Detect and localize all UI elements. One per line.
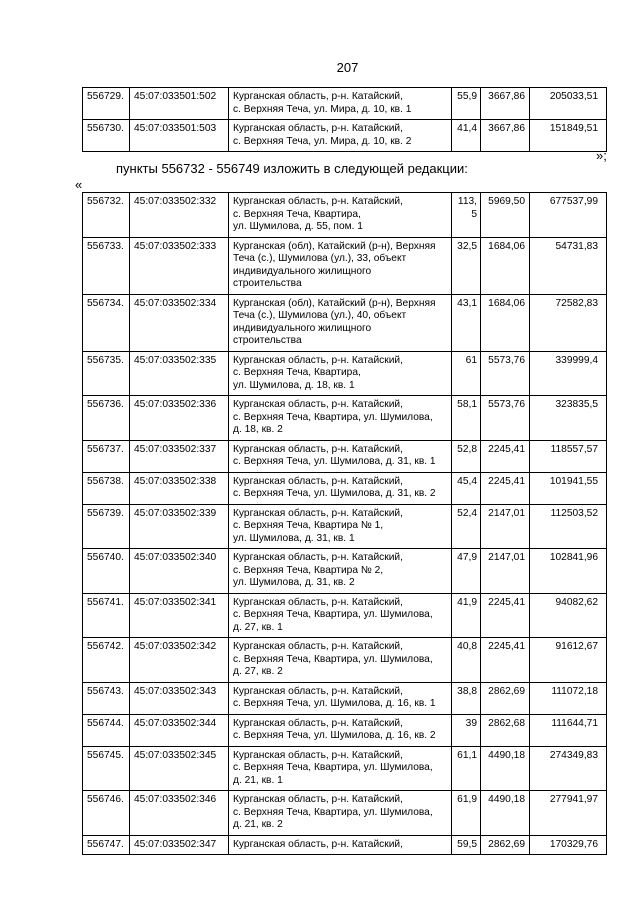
rate-cell: 2147,01 bbox=[481, 504, 530, 549]
address-line: д. 27, кв. 1 bbox=[233, 621, 283, 633]
table-row bbox=[83, 120, 607, 152]
area-cell: 58,1 bbox=[452, 396, 481, 441]
address-line: с. Верхняя Теча, Квартира № 2, bbox=[233, 564, 384, 576]
address-line: с. Верхняя Теча, Квартира, ул. Шумилова, bbox=[233, 653, 433, 665]
rate-cell: 4490,18 bbox=[481, 791, 530, 836]
address-line: д. 21, кв. 1 bbox=[233, 774, 283, 786]
address-cell bbox=[229, 682, 452, 714]
area-cell: 52,8 bbox=[452, 440, 481, 472]
area-cell: 55,9 bbox=[452, 88, 481, 120]
closing-quote-mark: »; bbox=[596, 148, 607, 163]
address-line: с. Верхняя Теча, Квартира, ул. Шумилова, bbox=[233, 762, 433, 773]
cadastral-number-cell: 45:07:033502:335 bbox=[130, 351, 229, 396]
address-cell bbox=[229, 549, 452, 594]
table-row bbox=[83, 396, 607, 441]
area-cell: 113, 5 bbox=[452, 193, 481, 238]
area-cell: 47,9 bbox=[452, 549, 481, 594]
address-line: д. 18, кв. 2 bbox=[233, 424, 283, 435]
record-number-cell: 556732. bbox=[83, 193, 130, 238]
cadastral-value-cell: 101941,55 bbox=[530, 472, 607, 504]
property-table-main bbox=[82, 192, 607, 855]
address-line: с. Верхняя Теча, ул. Мира, д. 10, кв. 1 bbox=[233, 103, 412, 115]
cadastral-number-cell: 45:07:033501:502 bbox=[130, 88, 229, 120]
page-number: 207 bbox=[336, 60, 359, 75]
rate-cell: 2245,41 bbox=[481, 638, 530, 683]
cadastral-value-cell: 151849,51 bbox=[530, 120, 607, 152]
area-cell: 59,5 bbox=[452, 835, 481, 855]
cadastral-number-cell: 45:07:033502:346 bbox=[130, 791, 229, 836]
address-line: Курганская область, р-н. Катайский, bbox=[233, 123, 403, 134]
rate-cell: 5969,50 bbox=[481, 193, 530, 238]
record-number-cell: 556729. bbox=[83, 88, 130, 120]
address-line: Курганская область, р-н. Катайский, bbox=[233, 399, 403, 410]
address-line: ул. Шумилова, д. 18, кв. 1 bbox=[233, 379, 355, 391]
cadastral-number-cell: 45:07:033502:336 bbox=[130, 396, 229, 441]
address-cell bbox=[229, 714, 452, 746]
address-cell bbox=[229, 294, 452, 351]
area-cell: 61,9 bbox=[452, 791, 481, 836]
table-row bbox=[83, 472, 607, 504]
cadastral-number-cell: 45:07:033501:503 bbox=[130, 120, 229, 152]
record-number-cell: 556740. bbox=[83, 549, 130, 594]
cadastral-number-cell: 45:07:033502:341 bbox=[130, 593, 229, 638]
address-line: строительства bbox=[233, 278, 302, 289]
address-line: Курганская (обл), Катайский (р-н), Верхняя bbox=[233, 297, 436, 309]
address-line: Курганская область, р-н. Катайский, bbox=[233, 749, 403, 761]
address-cell bbox=[229, 88, 452, 120]
record-number-cell: 556747. bbox=[83, 835, 130, 855]
cadastral-value-cell: 277941,97 bbox=[530, 791, 607, 836]
address-cell bbox=[229, 791, 452, 836]
address-line: Курганская область, р-н. Катайский, bbox=[233, 507, 403, 519]
cadastral-number-cell: 45:07:033502:334 bbox=[130, 294, 229, 351]
area-cell: 52,4 bbox=[452, 504, 481, 549]
address-line: Курганская область, р-н. Катайский, bbox=[233, 794, 403, 805]
rate-cell: 2862,68 bbox=[481, 714, 530, 746]
table-row bbox=[83, 746, 607, 791]
cadastral-number-cell: 45:07:033502:333 bbox=[130, 237, 229, 294]
table-row bbox=[83, 714, 607, 746]
rate-cell: 2862,69 bbox=[481, 835, 530, 855]
address-line: с. Верхняя Теча, Квартира № 1, bbox=[233, 520, 384, 531]
address-line: с. Верхняя Теча, Квартира, bbox=[233, 367, 361, 378]
address-cell bbox=[229, 237, 452, 294]
address-line: Курганская область, р-н. Катайский, bbox=[233, 196, 403, 207]
record-number-cell: 556733. bbox=[83, 237, 130, 294]
address-line: Курганская область, р-н. Катайский, bbox=[233, 838, 403, 850]
address-line: Курганская (обл), Катайский (р-н), Верхняя bbox=[233, 240, 436, 252]
cadastral-value-cell: 323835,5 bbox=[530, 396, 607, 441]
cadastral-number-cell: 45:07:033502:347 bbox=[130, 835, 229, 855]
address-line: с. Верхняя Теча, Квартира, ул. Шумилова, bbox=[233, 609, 433, 620]
address-cell bbox=[229, 504, 452, 549]
cadastral-number-cell: 45:07:033502:338 bbox=[130, 472, 229, 504]
rate-cell: 5573,76 bbox=[481, 351, 530, 396]
cadastral-value-cell: 72582,83 bbox=[530, 294, 607, 351]
rate-cell: 1684,06 bbox=[481, 237, 530, 294]
cadastral-number-cell: 45:07:033502:339 bbox=[130, 504, 229, 549]
cadastral-value-cell: 102841,96 bbox=[530, 549, 607, 594]
address-line: Курганская область, р-н. Катайский, bbox=[233, 596, 403, 608]
cadastral-value-cell: 111644,71 bbox=[530, 714, 607, 746]
address-cell bbox=[229, 835, 452, 855]
address-line: с. Верхняя Теча, Квартира, ул. Шумилова, bbox=[233, 806, 433, 818]
property-table-top bbox=[82, 87, 607, 152]
address-cell bbox=[229, 120, 452, 152]
address-line: Курганская область, р-н. Катайский, bbox=[233, 685, 403, 697]
cadastral-value-cell: 54731,83 bbox=[530, 237, 607, 294]
cadastral-value-cell: 677537,99 bbox=[530, 193, 607, 238]
table-row bbox=[83, 504, 607, 549]
address-cell bbox=[229, 472, 452, 504]
address-line: Теча (с.), Шумилова (ул.), 40, объект bbox=[233, 310, 407, 321]
table-row bbox=[83, 549, 607, 594]
area-cell: 40,8 bbox=[452, 638, 481, 683]
cadastral-number-cell: 45:07:033502:344 bbox=[130, 714, 229, 746]
address-cell bbox=[229, 440, 452, 472]
address-line: Курганская область, р-н. Катайский, bbox=[233, 552, 403, 563]
table-row bbox=[83, 193, 607, 238]
address-line: с. Верхняя Теча, Квартира, bbox=[233, 208, 361, 220]
cadastral-number-cell: 45:07:033502:332 bbox=[130, 193, 229, 238]
address-cell bbox=[229, 351, 452, 396]
rate-cell: 3667,86 bbox=[481, 120, 530, 152]
address-line: Курганская область, р-н. Катайский, bbox=[233, 475, 403, 487]
table-row bbox=[83, 88, 607, 120]
address-line: Курганская область, р-н. Катайский, bbox=[233, 717, 403, 729]
area-cell: 45,4 bbox=[452, 472, 481, 504]
area-cell: 39 bbox=[452, 714, 481, 746]
address-line: с. Верхняя Теча, ул. Шумилова, д. 16, кв. 2 bbox=[233, 730, 436, 741]
address-line: строительства bbox=[233, 335, 302, 346]
cadastral-number-cell: 45:07:033502:342 bbox=[130, 638, 229, 683]
cadastral-value-cell: 94082,62 bbox=[530, 593, 607, 638]
record-number-cell: 556730. bbox=[83, 120, 130, 152]
cadastral-value-cell: 274349,83 bbox=[530, 746, 607, 791]
area-cell: 43,1 bbox=[452, 294, 481, 351]
rate-cell: 1684,06 bbox=[481, 294, 530, 351]
table-row bbox=[83, 791, 607, 836]
table-row bbox=[83, 351, 607, 396]
address-line: д. 27, кв. 2 bbox=[233, 666, 283, 677]
cadastral-value-cell: 112503,52 bbox=[530, 504, 607, 549]
address-line: ул. Шумилова, д. 31, кв. 2 bbox=[233, 577, 355, 588]
cadastral-value-cell: 111072,18 bbox=[530, 682, 607, 714]
address-cell bbox=[229, 593, 452, 638]
address-line: с. Верхняя Теча, ул. Шумилова, д. 31, кв. 2 bbox=[233, 488, 436, 499]
rate-cell: 2147,01 bbox=[481, 549, 530, 594]
address-line: с. Верхняя Теча, ул. Шумилова, д. 16, кв. 1 bbox=[233, 698, 436, 709]
area-cell: 61,1 bbox=[452, 746, 481, 791]
record-number-cell: 556746. bbox=[83, 791, 130, 836]
address-cell bbox=[229, 396, 452, 441]
address-line: Курганская область, р-н. Катайский, bbox=[233, 354, 403, 366]
area-cell: 41,9 bbox=[452, 593, 481, 638]
record-number-cell: 556738. bbox=[83, 472, 130, 504]
cadastral-value-cell: 170329,76 bbox=[530, 835, 607, 855]
record-number-cell: 556743. bbox=[83, 682, 130, 714]
record-number-cell: 556736. bbox=[83, 396, 130, 441]
cadastral-value-cell: 118557,57 bbox=[530, 440, 607, 472]
rate-cell: 2245,41 bbox=[481, 593, 530, 638]
cadastral-number-cell: 45:07:033502:340 bbox=[130, 549, 229, 594]
cadastral-number-cell: 45:07:033502:337 bbox=[130, 440, 229, 472]
address-line: с. Верхняя Теча, Квартира, ул. Шумилова, bbox=[233, 411, 433, 423]
record-number-cell: 556734. bbox=[83, 294, 130, 351]
opening-quote-mark: « bbox=[75, 177, 83, 192]
address-line: Курганская область, р-н. Катайский, bbox=[233, 91, 403, 102]
record-number-cell: 556737. bbox=[83, 440, 130, 472]
table-row bbox=[83, 294, 607, 351]
address-line: с. Верхняя Теча, ул. Шумилова, д. 31, кв. 1 bbox=[233, 456, 436, 467]
table-row bbox=[83, 237, 607, 294]
area-cell: 32,5 bbox=[452, 237, 481, 294]
cadastral-number-cell: 45:07:033502:345 bbox=[130, 746, 229, 791]
address-line: с. Верхняя Теча, ул. Мира, д. 10, кв. 2 bbox=[233, 135, 412, 147]
rate-cell: 2245,41 bbox=[481, 440, 530, 472]
area-cell: 61 bbox=[452, 351, 481, 396]
rate-cell: 3667,86 bbox=[481, 88, 530, 120]
amendment-instruction: пункты 556732 - 556749 изложить в следующей редакции: bbox=[116, 161, 468, 176]
record-number-cell: 556742. bbox=[83, 638, 130, 683]
address-line: Курганская область, р-н. Катайский, bbox=[233, 641, 403, 652]
record-number-cell: 556745. bbox=[83, 746, 130, 791]
record-number-cell: 556741. bbox=[83, 593, 130, 638]
record-number-cell: 556744. bbox=[83, 714, 130, 746]
address-line: индивидуального жилищного bbox=[233, 265, 372, 277]
address-cell bbox=[229, 746, 452, 791]
address-line: индивидуального жилищного bbox=[233, 322, 372, 334]
area-cell: 41,4 bbox=[452, 120, 481, 152]
address-line: Курганская область, р-н. Катайский, bbox=[233, 443, 403, 455]
cadastral-value-cell: 339999,4 bbox=[530, 351, 607, 396]
address-cell bbox=[229, 638, 452, 683]
cadastral-value-cell: 91612,67 bbox=[530, 638, 607, 683]
table-row bbox=[83, 440, 607, 472]
table-row bbox=[83, 682, 607, 714]
rate-cell: 5573,76 bbox=[481, 396, 530, 441]
area-cell: 38,8 bbox=[452, 682, 481, 714]
record-number-cell: 556735. bbox=[83, 351, 130, 396]
address-line: д. 21, кв. 2 bbox=[233, 819, 283, 830]
address-line: Теча (с.), Шумилова (ул.), 33, объект bbox=[233, 253, 407, 264]
rate-cell: 2862,69 bbox=[481, 682, 530, 714]
table-row bbox=[83, 593, 607, 638]
table-row bbox=[83, 835, 607, 855]
table-row bbox=[83, 638, 607, 683]
cadastral-value-cell: 205033,51 bbox=[530, 88, 607, 120]
rate-cell: 4490,18 bbox=[481, 746, 530, 791]
rate-cell: 2245,41 bbox=[481, 472, 530, 504]
address-cell bbox=[229, 193, 452, 238]
record-number-cell: 556739. bbox=[83, 504, 130, 549]
address-line: ул. Шумилова, д. 55, пом. 1 bbox=[233, 221, 363, 232]
address-line: ул. Шумилова, д. 31, кв. 1 bbox=[233, 532, 355, 544]
cadastral-number-cell: 45:07:033502:343 bbox=[130, 682, 229, 714]
